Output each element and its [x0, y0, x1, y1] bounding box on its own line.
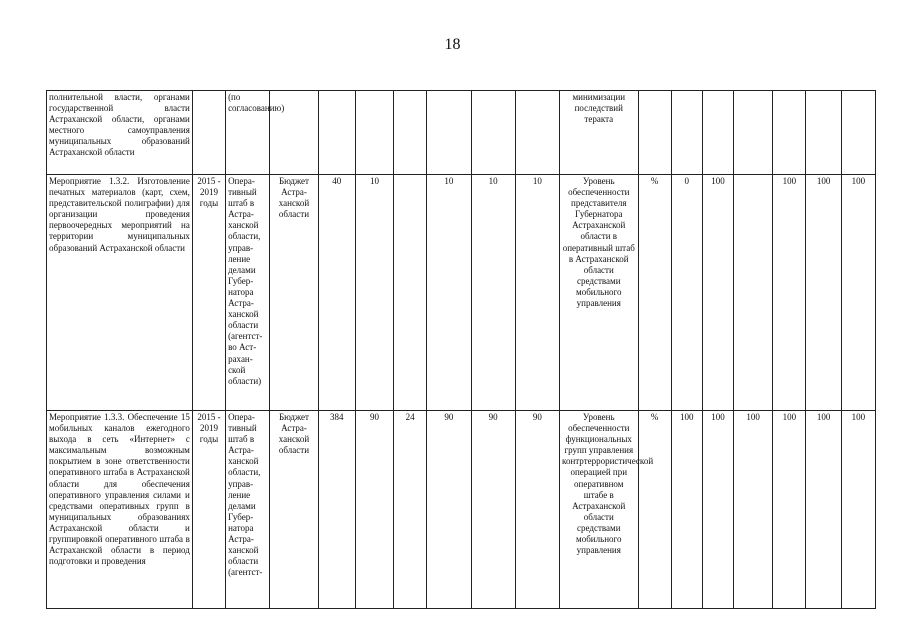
value-cell	[702, 91, 733, 175]
value-cell: 100	[841, 411, 875, 609]
y2015-cell	[355, 91, 393, 175]
executor-cell: (по согласованию)	[226, 91, 270, 175]
unit-cell: %	[638, 175, 671, 411]
measure-description: полнительной власти, органами государственной власти Астраханской области, органами местного самоуправления муниципальных образований Астраханской области	[47, 91, 193, 175]
page-number: 18	[444, 36, 461, 53]
total-cell: 384	[318, 411, 355, 609]
y2017-cell: 90	[427, 411, 471, 609]
total-cell: 40	[318, 175, 355, 411]
measure-description: Мероприятие 1.3.3. Обеспечение 15 мобильных каналов ежегодного выхода в сеть «Интернет» с максимальным возможным покрытием в зоне ответственности оперативного штаба в Астраханской области для обеспечения оперативного управления силами и средствами оперативных групп в муниципальных образованиях Астраханской области и группировкой оперативного штаба в Астраханской области в период подготовки и проведения	[47, 411, 193, 609]
unit-cell	[638, 91, 671, 175]
indicator-cell: минимизации последствий теракта	[560, 91, 638, 175]
value-cell: 100	[773, 175, 806, 411]
value-cell: 100	[702, 175, 733, 411]
y2015-cell: 10	[355, 175, 393, 411]
value-cell	[671, 91, 702, 175]
value-cell: 100	[773, 411, 806, 609]
table-row	[47, 411, 876, 609]
y2019-cell: 10	[515, 175, 559, 411]
value-cell: 100	[806, 411, 841, 609]
value-cell	[841, 91, 875, 175]
value-cell	[734, 91, 773, 175]
y2019-cell: 90	[515, 411, 559, 609]
period-cell: 2015 - 2019 годы	[192, 411, 225, 609]
value-cell: 0	[671, 175, 702, 411]
y2018-cell: 10	[471, 175, 515, 411]
program-table	[46, 90, 876, 609]
value-cell	[806, 91, 841, 175]
funding-source-cell: Бюджет Астра- ханской области	[270, 175, 318, 411]
y2017-cell: 10	[427, 175, 471, 411]
unit-cell: %	[638, 411, 671, 609]
measure-description: Мероприятие 1.3.2. Изготовление печатных материалов (карт, схем, представительской полиграфии) для организации проведения первоочередных мероприятий на территории муниципальных образований Астраханской области	[47, 175, 193, 411]
value-cell: 100	[734, 411, 773, 609]
y2015-cell: 90	[355, 411, 393, 609]
y2016-cell: 24	[394, 411, 427, 609]
executor-cell: Опера- тивный штаб в Астра- ханской области, управ- ление делами Губер- натора Астра- ханской области (агентст- во Аст- рахан- ской области)	[226, 175, 270, 411]
indicator-cell: Уровень обеспеченности функциональных групп управления контртеррористической операцией при оперативном штабе в Астраханской области средствами мобильного управления	[560, 411, 638, 609]
value-cell	[734, 175, 773, 411]
total-cell	[318, 91, 355, 175]
period-cell: 2015 - 2019 годы	[192, 175, 225, 411]
value-cell: 100	[702, 411, 733, 609]
y2018-cell	[471, 91, 515, 175]
funding-source-cell: Бюджет Астра- ханской области	[270, 411, 318, 609]
value-cell: 100	[841, 175, 875, 411]
executor-cell: Опера- тивный штаб в Астра- ханской области, управ- ление делами Губер- натора Астра- ханской области (агентст-	[226, 411, 270, 609]
y2018-cell: 90	[471, 411, 515, 609]
y2016-cell	[394, 91, 427, 175]
table-row	[47, 175, 876, 411]
value-cell: 100	[671, 411, 702, 609]
value-cell: 100	[806, 175, 841, 411]
table-row	[47, 91, 876, 175]
y2016-cell	[394, 175, 427, 411]
indicator-cell: Уровень обеспеченности представителя Губернатора Астраханской области в оперативный штаб в Астраханской области средствами мобильного управления	[560, 175, 638, 411]
y2019-cell	[515, 91, 559, 175]
period-cell	[192, 91, 225, 175]
value-cell	[773, 91, 806, 175]
y2017-cell	[427, 91, 471, 175]
